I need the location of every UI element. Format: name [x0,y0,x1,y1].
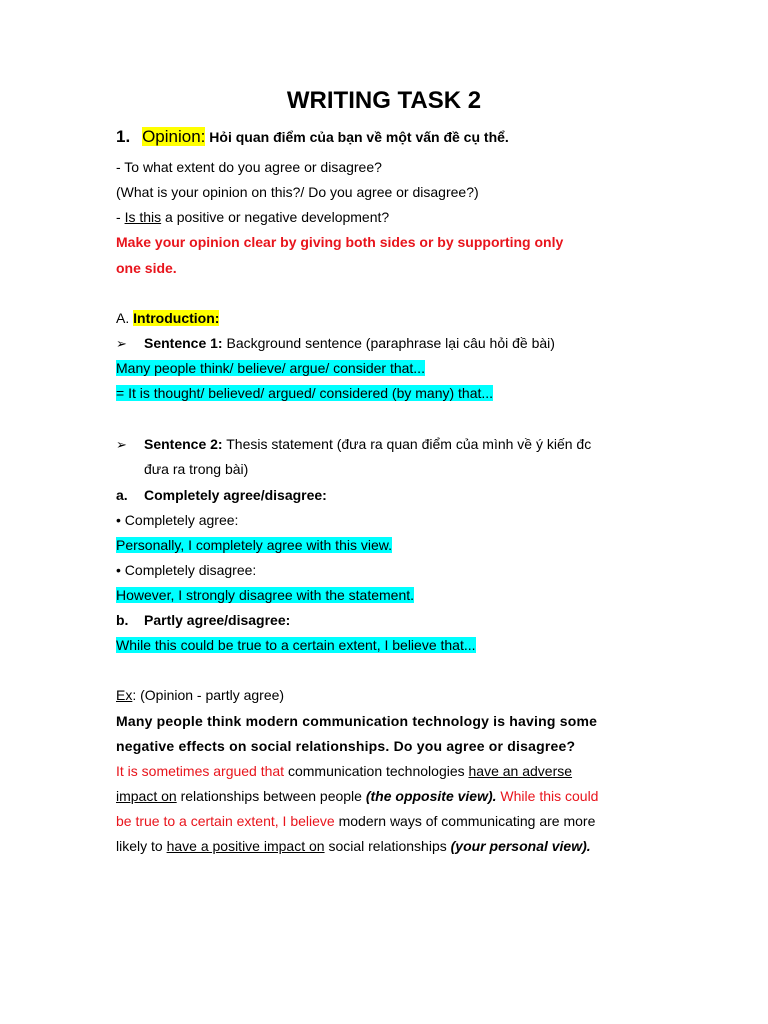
sentence-1-line [116,334,555,353]
sentence-1-highlight-1 [116,359,425,377]
example-heading [116,686,284,704]
sentence-2-label: Sentence 2: [144,436,223,452]
highlight-text: While this could be true to a certain extent, I believe that... [116,637,476,653]
arrow-icon: ➢ [116,336,127,351]
question-3-rest: a positive or negative development? [161,209,390,225]
sentence-2-line-2: đưa ra trong bài) [144,461,249,477]
option-a-highlight-1 [116,536,392,554]
example-answer-line-1 [116,762,572,780]
bullet-completely-disagree: • Completely disagree: [116,562,257,578]
example-text: relationships between people [176,788,366,804]
sentence-2-text: Thesis statement (đưa ra quan điểm của mình về ý kiến đc [222,436,592,452]
example-red-text: It is sometimes argued that [116,763,285,779]
option-b-highlight [116,636,476,654]
question-line-2: (What is your opinion on this?/ Do you agree or disagree?) [116,184,479,200]
question-3-underlined: Is this [124,209,162,225]
highlight-text: Personally, I completely agree with this view. [116,537,392,553]
option-a-highlight-2 [116,586,414,604]
example-question-line-1: Many people think modern communication technology is having some [116,713,598,729]
example-answer-line-2 [116,787,598,805]
sentence-1-text: Background sentence (paraphrase lại câu hỏi đề bài) [222,335,555,351]
example-label: Ex [116,687,133,703]
section-description: Hỏi quan điểm của bạn về một vấn đề cụ thể. [209,129,509,145]
example-underlined-text: have a positive impact on [166,838,325,854]
option-a-heading [116,486,327,504]
option-b-letter: b. [116,612,129,628]
part-a-label: Introduction: [133,310,220,326]
highlight-text: = It is thought/ believed/ argued/ considered (by many) that... [116,385,494,401]
example-answer-line-3 [116,812,595,830]
example-text: modern ways of communicating are more [334,813,596,829]
example-red-text: While this could [496,788,599,804]
sentence-1-highlight-2 [116,384,493,402]
option-b-label: Partly agree/disagree: [144,612,291,628]
option-a-letter: a. [116,487,128,503]
sentence-2-line [116,435,591,454]
option-a-label: Completely agree/disagree: [144,487,327,503]
page-title: WRITING TASK 2 [286,87,482,114]
highlight-text: Many people think/ believe/ argue/ consider that... [116,360,425,376]
section-label: Opinion: [142,127,206,146]
note-line-2: one side. [116,260,177,276]
part-a-heading [116,309,219,327]
note-line-1 [116,233,563,251]
question-line-3 [116,208,389,226]
example-question-line-2: negative effects on social relationships. Do you agree or disagree? [116,738,576,754]
example-text: social relationships [324,838,451,854]
example-underlined-text: impact on [116,788,177,804]
part-a-prefix: A. [116,310,134,326]
highlight-text: However, I strongly disagree with the statement. [116,587,415,603]
option-b-heading [116,611,290,629]
question-3-prefix: - [116,209,125,225]
section-heading-opinion [116,128,509,146]
bullet-completely-agree: • Completely agree: [116,512,239,528]
arrow-icon: ➢ [116,437,127,452]
example-answer-line-4 [116,837,591,855]
example-red-text: be true to a certain extent, I believe [116,813,335,829]
example-bold-italic-text: (the opposite view). [365,788,497,804]
example-text: likely to [116,838,167,854]
example-heading-rest: : (Opinion - partly agree) [132,687,285,703]
example-underlined-text: have an adverse [468,763,573,779]
section-number: 1. [116,127,131,146]
sentence-1-label: Sentence 1: [144,335,223,351]
example-text: communication technologies [284,763,469,779]
example-bold-italic-text: (your personal view). [450,838,591,854]
question-line-1: - To what extent do you agree or disagree? [116,159,382,175]
note-text-1: Make your opinion clear by giving both sides or by supporting only [116,234,564,250]
